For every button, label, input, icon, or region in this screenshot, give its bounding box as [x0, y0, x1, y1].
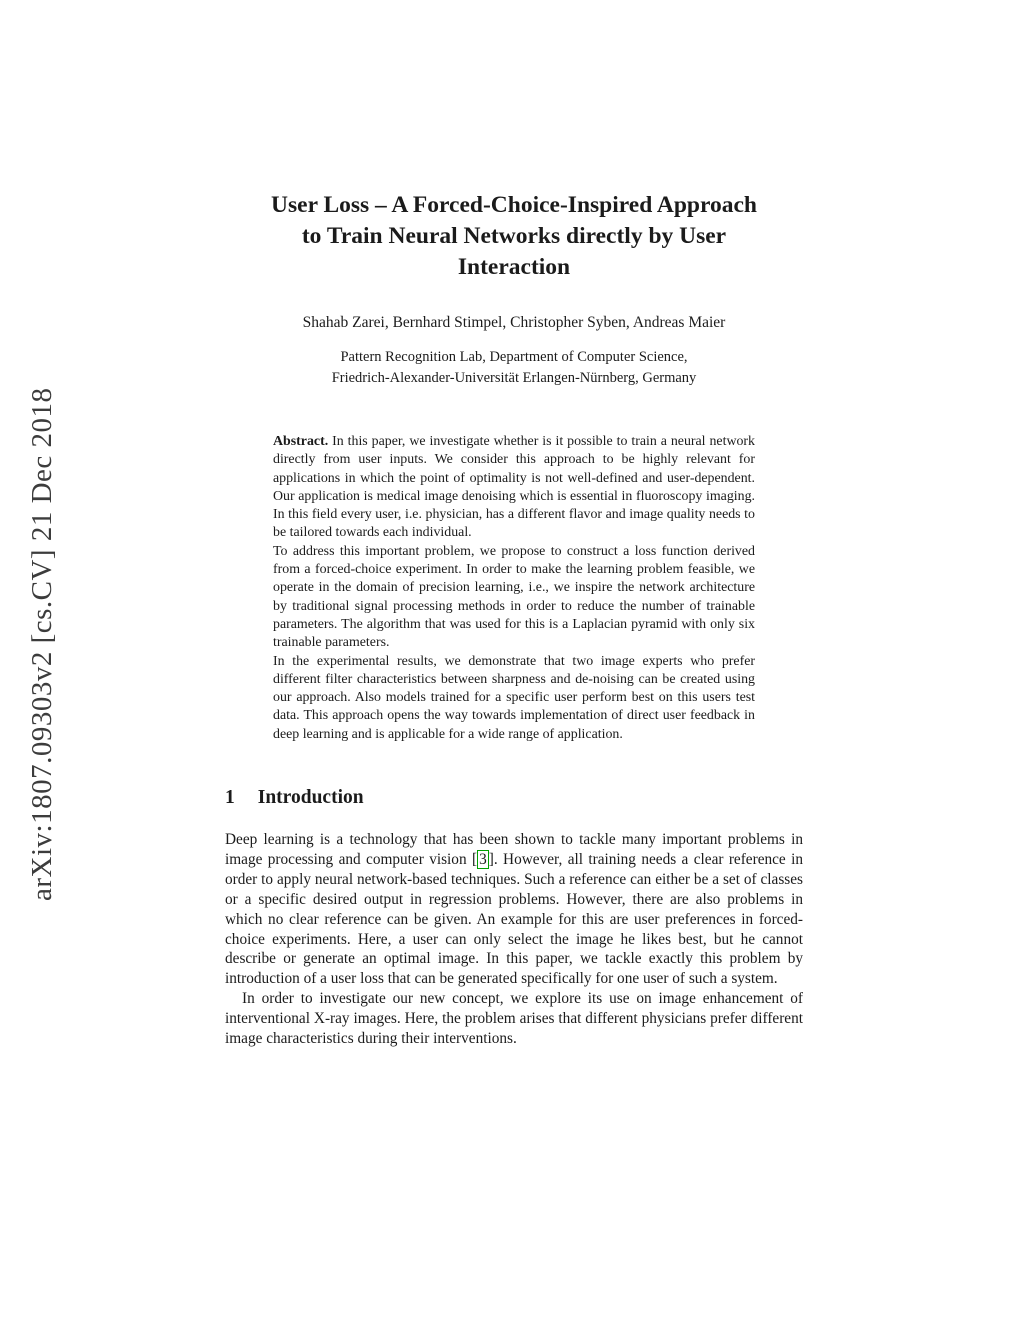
abstract-paragraph-3: In the experimental results, we demonstrate that two image experts who prefer different filter characteristics between sharpness and de-noising can be created using our approach. Also models trained for a specific user perform best on this users test data. This approach opens the way towards implementation of direct user feedback in deep learning and is applicable for a wide range of application.: [273, 653, 755, 742]
abstract-block: [273, 433, 755, 744]
abstract-paragraph-1: [273, 433, 755, 543]
paragraph-text-after-citation: ]. However, all training needs a clear reference in order to apply neural network-based techniques. Such a reference can either be a set of classes or a specific desired output in regression problems. However, there are also problems in which no clear reference can be given. An example for this are user preferences in forced-choice experiments. Here, a user can only select the image he likes best, but he cannot describe or generate an optimal image. In this paper, we tackle exactly this problem by introduction of a user loss that can be generated specifically for one user of such a system.: [225, 850, 803, 988]
paper-content: [225, 0, 803, 1049]
arxiv-watermark: arXiv:1807.09303v2 [cs.CV] 21 Dec 2018: [26, 387, 58, 901]
affiliation-line-1: Pattern Recognition Lab, Department of Computer Science,: [340, 349, 688, 365]
author-list: Shahab Zarei, Bernhard Stimpel, Christopher Syben, Andreas Maier: [302, 314, 726, 331]
title-line-3: Interaction: [457, 254, 571, 280]
affiliation-line-2: Friedrich-Alexander-Universität Erlangen-Nürnberg, Germany: [331, 369, 697, 386]
introduction-paragraph-2: In order to investigate our new concept, we explore its use on image enhancement of interventional X-ray images. Here, the problem arises that different physicians prefer different image characteristics during their interventions.: [225, 990, 803, 1048]
abstract-paragraph-2: To address this important problem, we propose to construct a loss function derived from a forced-choice experiment. In order to make the learning problem feasible, we operate in the domain of precision learning, i.e., we inspire the network architecture by traditional signal processing methods in order to reduce the number of trainable parameters. The algorithm that was used for this is a Laplacian pyramid with only six trainable parameters.: [273, 543, 755, 651]
citation-3-link[interactable]: 3: [479, 850, 487, 868]
abstract-label: Abstract.: [273, 434, 329, 449]
section-heading-introduction: [225, 787, 803, 809]
affiliation: [225, 347, 803, 388]
title-line-1: User Loss – A Forced-Choice-Inspired Approach: [271, 192, 757, 218]
introduction-paragraph-1: [225, 830, 803, 989]
title-line-2: to Train Neural Networks directly by User: [301, 223, 727, 249]
paragraph-text-before-citation: Deep learning is a technology that has been shown to tackle many important problems in image processing and computer vision [: [225, 831, 803, 868]
introduction-body: [225, 830, 803, 1049]
abstract-text-1: In this paper, we investigate whether is it possible to train a neural network directly from user inputs. We consider this approach to be highly relevant for applications in which the point of optimality is not well-defined and user-dependent. Our application is medical image denoising which is essential in fluoroscopy imaging. In this field every user, i.e. physician, has a different flavor and image quality needs to be tailored towards each individual.: [273, 434, 755, 541]
paper-title: [225, 190, 803, 283]
section-number: 1: [225, 787, 235, 809]
section-title: Introduction: [257, 787, 364, 809]
